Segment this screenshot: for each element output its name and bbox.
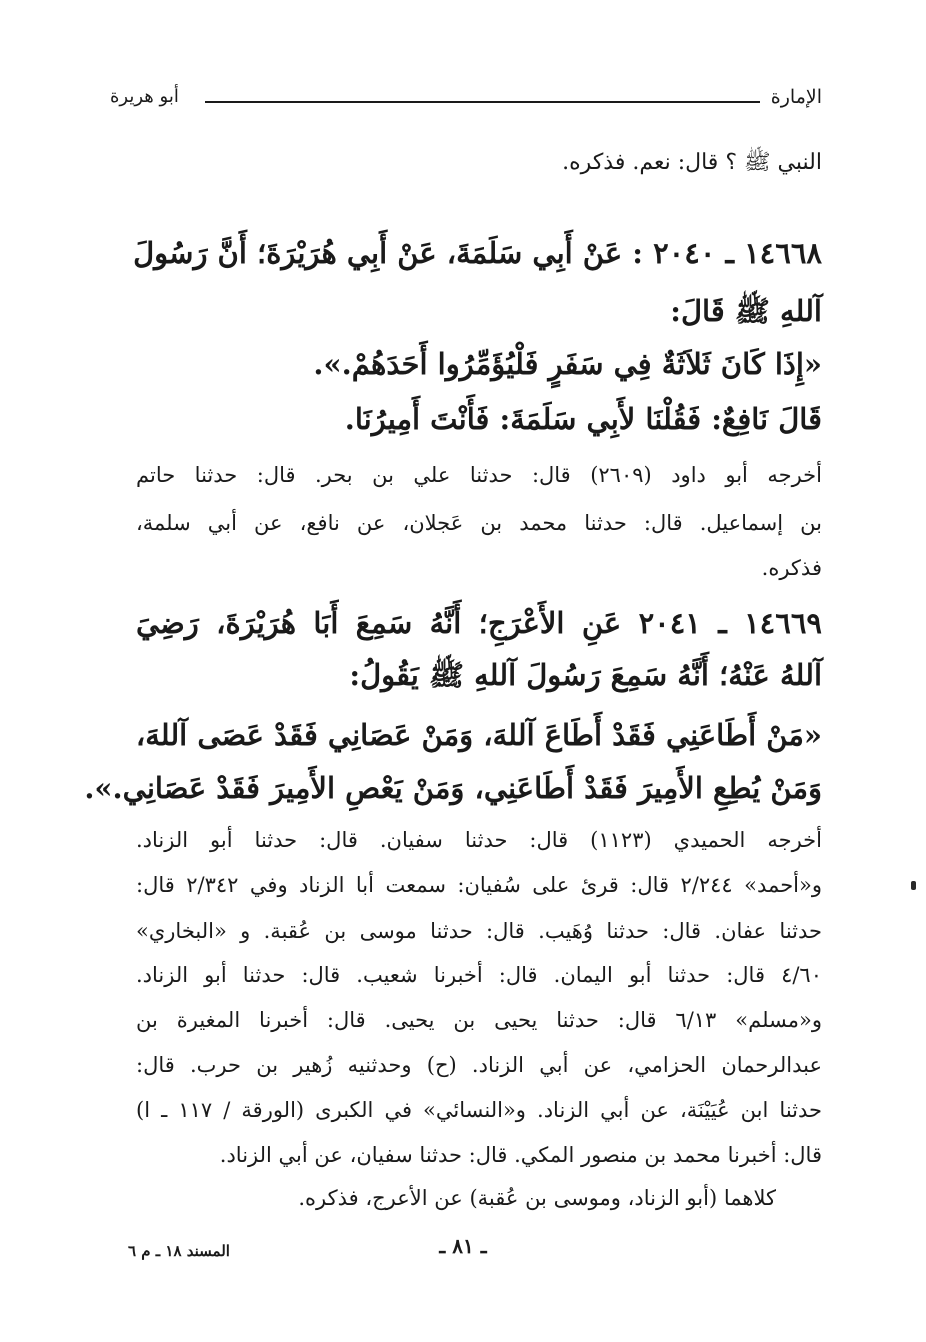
hadith-1-line-2: آللهِ ﷺ قَالَ: — [670, 294, 822, 328]
header-rule — [205, 101, 760, 103]
hadith-2-takhrij-line-3: حدثنا عفان. قال: حدثنا وُهَيب. قال: حدثنا موسى بن عُقبة. و «البخاري» — [136, 919, 822, 943]
chapter-title: الإمارة — [770, 86, 822, 108]
hadith-2-takhrij-line-8: قال: أخبرنا محمد بن منصور المكي. قال: حدثنا سفيان، عن أبي الزناد. — [219, 1143, 822, 1167]
hadith-2-takhrij-line-1: أخرجه الحميدي (١١٢٣) قال: حدثنا سفيان. قال: حدثنا أبو الزناد. — [136, 828, 822, 852]
hadith-1-takhrij-line-1: أخرجه أبو داود (٢٦٠٩) قال: حدثنا علي بن بحر. قال: حدثنا حاتم — [136, 463, 823, 487]
hadith-2-takhrij-line-2: و«أحمد» ٢/٢٤٤ قال: قرئ على سُفيان: سمعت أبا الزناد وفي ٢/٣٤٢ قال: — [136, 873, 822, 897]
hadith-2-line-1: ١٤٦٦٩ ـ ٢٠٤١ عَنِ الأَعْرَجِ؛ أَنَّهُ سَمِعَ أَبَا هُرَيْرَةَ، رَضِيَ — [136, 606, 822, 640]
narrator-name: أبو هريرة — [110, 86, 179, 107]
hadith-2-line-4: وَمَنْ يُطِعِ الأَمِيرَ فَقَدْ أَطَاعَنِي، وَمَنْ يَعْصِ الأَمِيرَ فَقَدْ عَصَانِي.». — [84, 771, 822, 805]
page-number: ـ ٨١ ـ — [439, 1234, 487, 1258]
hadith-2-line-3: «مَنْ أَطَاعَنِي فَقَدْ أَطَاعَ آللهَ، وَمَنْ عَصَانِي فَقَدْ عَصَى آللهَ، — [135, 718, 822, 752]
hadith-2-line-2: آللهُ عَنْهُ؛ أَنَّهُ سَمِعَ رَسُولَ آللهِ ﷺ يَقُولُ: — [349, 658, 822, 692]
hadith-1-line-4: قَالَ نَافِعٌ: فَقُلْنَا لأَبِي سَلَمَةَ: فَأَنْتَ أَمِيرُنَا. — [344, 402, 822, 436]
hadith-2-takhrij-line-6: عبدالرحمان الحزامي، عن أبي الزناد. (ح) وحدثنيه زُهير بن حرب. قال: — [136, 1053, 822, 1077]
hadith-2-takhrij-line-5: و«مسلم» ٦/١٣ قال: حدثنا يحيى بن يحيى. قال: أخبرنا المغيرة بن — [136, 1008, 822, 1032]
hadith-2-takhrij-line-7: حدثنا ابن عُيَيْنَة، عن أبي الزناد. و«النسائي» في الكبرى (الورقة / ١١٧ ـ ا) — [136, 1098, 823, 1122]
hadith-1-line-3: «إِذَا كَانَ ثَلاَثَةٌ فِي سَفَرٍ فَلْيُؤَمِّرُوا أَحَدَهُمْ.». — [313, 347, 822, 381]
signature-mark: المسند ١٨ ـ م ٦ — [128, 1242, 230, 1260]
hadith-1-line-1: ١٤٦٦٨ ـ ٢٠٤٠ : عَنْ أَبِي سَلَمَةَ، عَنْ أَبِي هُرَيْرَةَ؛ أَنَّ رَسُولَ — [133, 236, 822, 270]
continuation-text: النبي ﷺ ؟ قال: نعم. فذكره. — [562, 150, 822, 175]
hadith-2-takhrij-line-9: كلاهما (أبو الزناد، وموسى بن عُقبة) عن الأعرج، فذكره. — [298, 1186, 776, 1210]
hadith-1-takhrij-line-3: فذكره. — [761, 556, 822, 580]
hadith-2-takhrij-line-4: ٤/٦٠ قال: حدثنا أبو اليمان. قال: أخبرنا شعيب. قال: حدثنا أبو الزناد. — [136, 963, 822, 987]
scan-speck — [911, 881, 916, 890]
hadith-1-takhrij-line-2: بن إسماعيل. قال: حدثنا محمد بن عَجلان، عن نافع، عن أبي سلمة، — [136, 511, 822, 535]
